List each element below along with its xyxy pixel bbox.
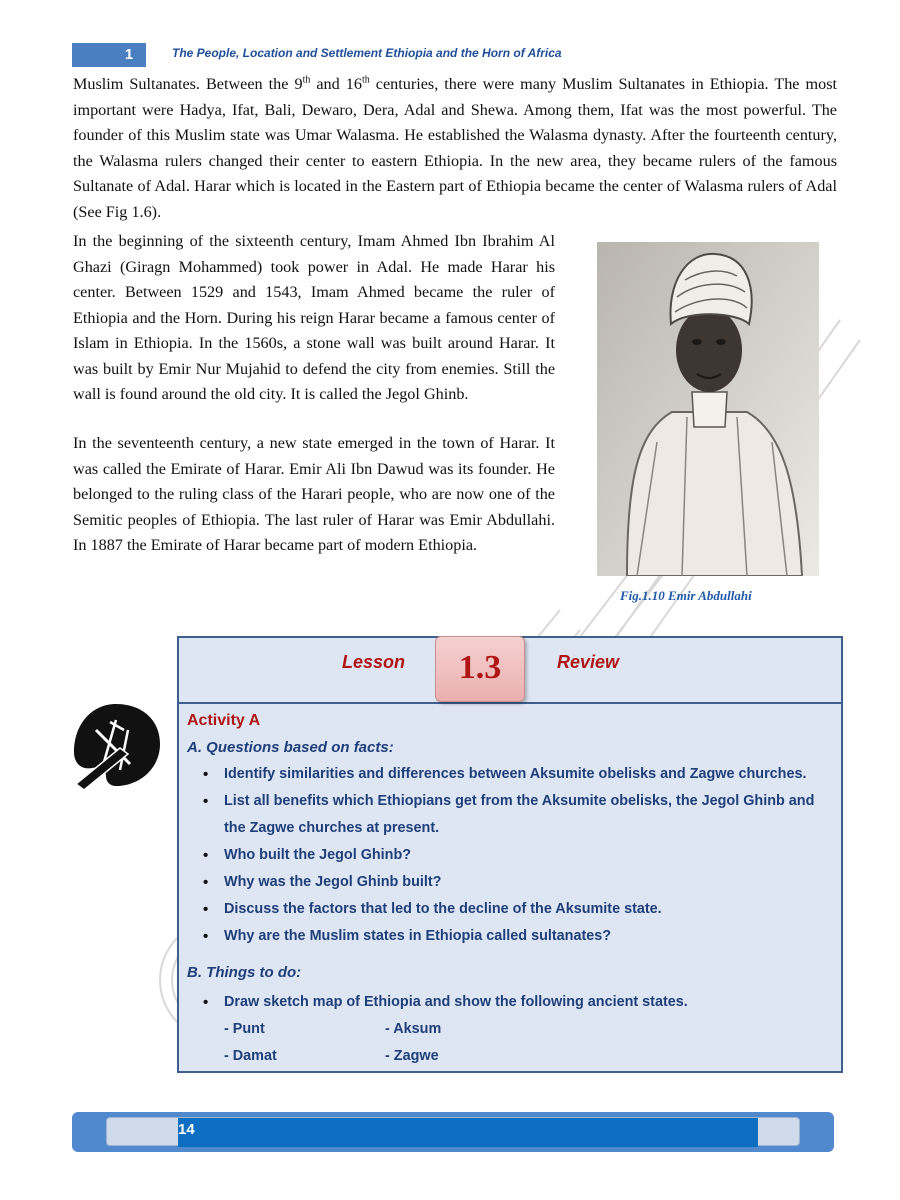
activity-title: Activity A [187, 712, 261, 729]
lesson-number-badge: 1.3 [435, 636, 525, 702]
question-item: • Why are the Muslim states in Ethiopia called sultanates? [203, 923, 823, 950]
section-a-questions [203, 761, 823, 950]
ancient-states-list [224, 1016, 504, 1070]
emir-abdullahi-portrait [597, 242, 819, 576]
state-name: - Punt [224, 1021, 265, 1037]
review-header [179, 638, 841, 704]
question-item: • Discuss the factors that led to the decline of the Aksumite state. [203, 896, 823, 923]
figure-caption: Fig.1.10 Emir Abdullahi [620, 588, 752, 603]
state-name: - Zagwe [385, 1048, 439, 1064]
question-item: • List all benefits which Ethiopians get from the Aksumite obelisks, the Jegol Ghinb and the Zagwe churches at present. [203, 788, 823, 842]
chapter-number: 1 [124, 46, 134, 63]
footer-bar [178, 1118, 758, 1147]
paragraph-muslim-sultanates: Muslim Sultanates. Between the 9th and 16th centuries, there were many Muslim Sultanates in Ethiopia. The most important were Hadya, Ifat, Bali, Dewaro, Dera, Adal and Shewa. Among them, Ifat was the most powerful. The founder of this Muslim state was Umar Walasma. He established the Walasma dynasty. After the fourteenth century, the Walasma rulers changed their center to eastern Ethiopia. In the new area, they became rulers of the famous Sultanate of Adal. Harar which is located in the Eastern part of Ethiopia became the center of Walasma rulers of Adal (See Fig 1.6). [73, 74, 837, 221]
lesson-label: Lesson [342, 652, 406, 672]
chapter-title: The People, Location and Settlement Ethiopia and the Horn of Africa [172, 46, 562, 60]
section-a-title: A. Questions based on facts: [187, 739, 394, 756]
task-item: • Draw sketch map of Ethiopia and show the following ancient states. [203, 989, 823, 1016]
review-label: Review [557, 652, 620, 672]
paragraph-imam-ahmed: In the beginning of the sixteenth century, Imam Ahmed Ibn Ibrahim Al Ghazi (Giragn Mohammed) took power in Adal. He made Harar his center. Between 1529 and 1543, Imam Ahmed became the ruler of Ethiopia and the Horn. During his reign Harar became a famous center of Islam in Ethiopia. In the 1560s, a stone wall was built around Harar. It was built by Emir Nur Mujahid to defend the city from enemies. Still the wall is found around the old city. It is called the Jegol Ghinb. [73, 232, 555, 403]
section-b-tasks [203, 989, 823, 1016]
lesson-review-box [177, 636, 843, 1073]
chapter-number-badge [72, 43, 146, 67]
state-name: - Damat [224, 1048, 277, 1064]
question-item: • Who built the Jegol Ghinb? [203, 842, 823, 869]
question-item: • Identify similarities and differences between Aksumite obelisks and Zagwe churches. [203, 761, 823, 788]
state-name: - Aksum [385, 1021, 442, 1037]
activity-palette-icon [70, 700, 162, 794]
question-item: • Why was the Jegol Ghinb built? [203, 869, 823, 896]
section-b-title: B. Things to do: [187, 964, 302, 981]
page-number: 14 [178, 1121, 195, 1138]
paragraph-emirate-of-harar: In the seventeenth century, a new state emerged in the town of Harar. It was called the Emirate of Harar. Emir Ali Ibn Dawud was its founder. He belonged to the ruling class of the Harari people, who are now one of the Semitic peoples of Ethiopia. The last ruler of Harar was Emir Abdullahi. In 1887 the Emirate of Harar became part of modern Ethiopia. [73, 434, 555, 554]
states-row [224, 1016, 504, 1043]
states-row [224, 1043, 504, 1070]
